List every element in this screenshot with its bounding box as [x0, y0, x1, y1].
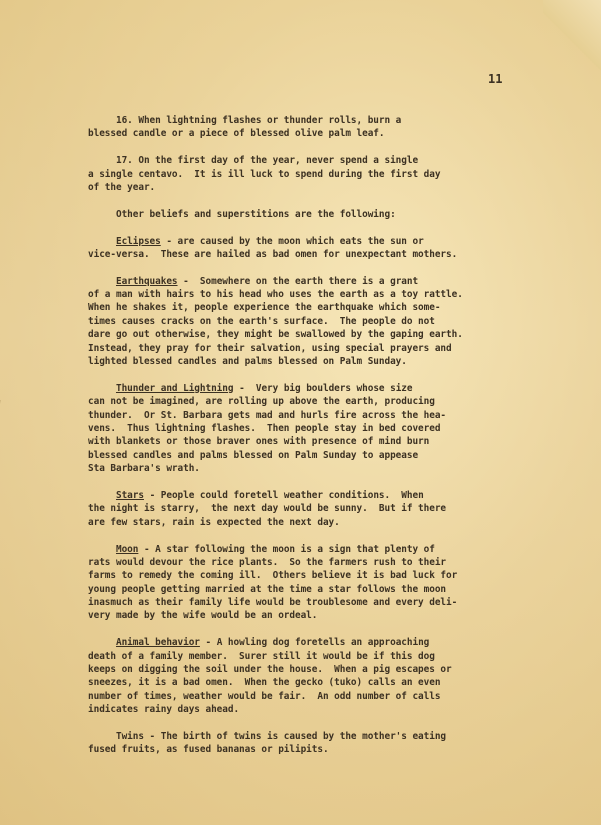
- text-line: [88, 235, 528, 248]
- text-line: are few stars, rain is expected the next day.: [88, 516, 340, 528]
- animal-paragraph: [88, 636, 528, 716]
- text-line: the night is starry, the next day would be sunny. But if there: [88, 503, 447, 515]
- text-line: inasmuch as their family life would be troublesome and every deli-: [88, 597, 458, 609]
- text-line: Other beliefs and superstitions are the following:: [88, 208, 396, 220]
- eclipses-heading: Eclipses: [115, 235, 161, 247]
- text-line: lighted blessed candles and palms blessed on Palm Sunday.: [88, 356, 407, 368]
- text-line: with blankets or those braver ones with presence of mind burn: [88, 436, 430, 448]
- text-line: Instead, they pray for their salvation, using special prayers and: [88, 342, 452, 354]
- text-line: sneezes, it is a bad omen. When the gecko (tuko) calls an even: [88, 677, 441, 689]
- text-line: number of times, weather would be fair. An odd number of calls: [88, 690, 441, 702]
- text-line: keeps on digging the soil under the house. When a pig escapes or: [88, 664, 452, 676]
- animal-heading: Animal behavior: [115, 637, 200, 649]
- text-line: very made by the wife would be an ordeal.: [88, 610, 318, 622]
- earthquakes-paragraph: [88, 275, 528, 369]
- text-line: times causes cracks on the earth's surface. The people do not: [88, 315, 435, 327]
- text-line: blessed candles and palms blessed on Palm Sunday to appease: [88, 449, 419, 461]
- text-line: thunder. Or St. Barbara gets mad and hurls fire across the hea-: [88, 409, 447, 421]
- text-line: [88, 275, 528, 288]
- text-line: 17. On the first day of the year, never spend a single: [88, 155, 419, 167]
- text-line: indicates rainy days ahead.: [88, 704, 240, 716]
- text-line: [88, 543, 528, 556]
- text-line: Sta Barbara's wrath.: [88, 463, 200, 475]
- text-line: death of a family member. Surer still it would be if this dog: [88, 650, 435, 662]
- document-body: [88, 114, 528, 770]
- item-16-paragraph: [88, 114, 528, 141]
- item-17-paragraph: [88, 154, 528, 194]
- text-line: can not be imagined, are rolling up above the earth, producing: [88, 396, 435, 408]
- page-number: 11: [488, 72, 503, 86]
- text-line: young people getting married at the time a star follows the moon: [88, 583, 447, 595]
- text-line: farms to remedy the coming ill. Others believe it is bad luck for: [88, 570, 458, 582]
- text-line: rats would devour the rice plants. So the farmers rush to their: [88, 556, 447, 568]
- eclipses-first-line: - are caused by the moon which eats the sun or: [160, 235, 424, 247]
- stars-paragraph: [88, 489, 528, 529]
- text-line: blessed candle or a piece of blessed olive palm leaf.: [88, 128, 385, 140]
- animal-first-line: - A howling dog foretells an approaching: [199, 637, 430, 649]
- text-line: Twins - The birth of twins is caused by the mother's eating: [88, 730, 447, 742]
- thunder-heading: Thunder and Lightning: [115, 382, 234, 394]
- moon-paragraph: [88, 543, 528, 623]
- earthquakes-heading: Earthquakes: [115, 275, 178, 287]
- text-line: When he shakes it, people experience the earthquake which some-: [88, 302, 441, 314]
- stars-heading: Stars: [115, 489, 144, 501]
- text-line: [88, 382, 528, 395]
- moon-first-line: - A star following the moon is a sign that plenty of: [138, 543, 435, 555]
- text-line: 16. When lightning flashes or thunder rolls, burn a: [88, 115, 402, 126]
- text-line: vice-versa. These are hailed as bad omen for unexpectant mothers.: [88, 248, 458, 260]
- text-line: fused fruits, as fused bananas or pilipits.: [88, 744, 329, 756]
- intro-paragraph: [88, 208, 528, 221]
- text-line: [88, 489, 528, 502]
- moon-heading: Moon: [115, 543, 139, 555]
- eclipses-paragraph: [88, 235, 528, 262]
- text-line: [88, 636, 528, 649]
- folded-corner: [543, 0, 601, 70]
- text-line: vens. Thus lightning flashes. Then people stay in bed covered: [88, 422, 441, 434]
- earthquakes-first-line: - Somewhere on the earth there is a grant: [177, 275, 419, 287]
- thunder-first-line: - Very big boulders whose size: [233, 382, 413, 394]
- text-line: of a man with hairs to his head who uses the earth as a toy rattle.: [88, 289, 463, 301]
- twins-paragraph: [88, 730, 528, 757]
- stars-first-line: - People could foretell weather conditions. When: [143, 489, 424, 501]
- thunder-paragraph: [88, 382, 528, 476]
- text-line: dare go out otherwise, they might be swallowed by the gaping earth.: [88, 329, 463, 341]
- text-line: a single centavo. It is ill luck to spend during the first day: [88, 168, 441, 180]
- text-line: of the year.: [88, 181, 156, 193]
